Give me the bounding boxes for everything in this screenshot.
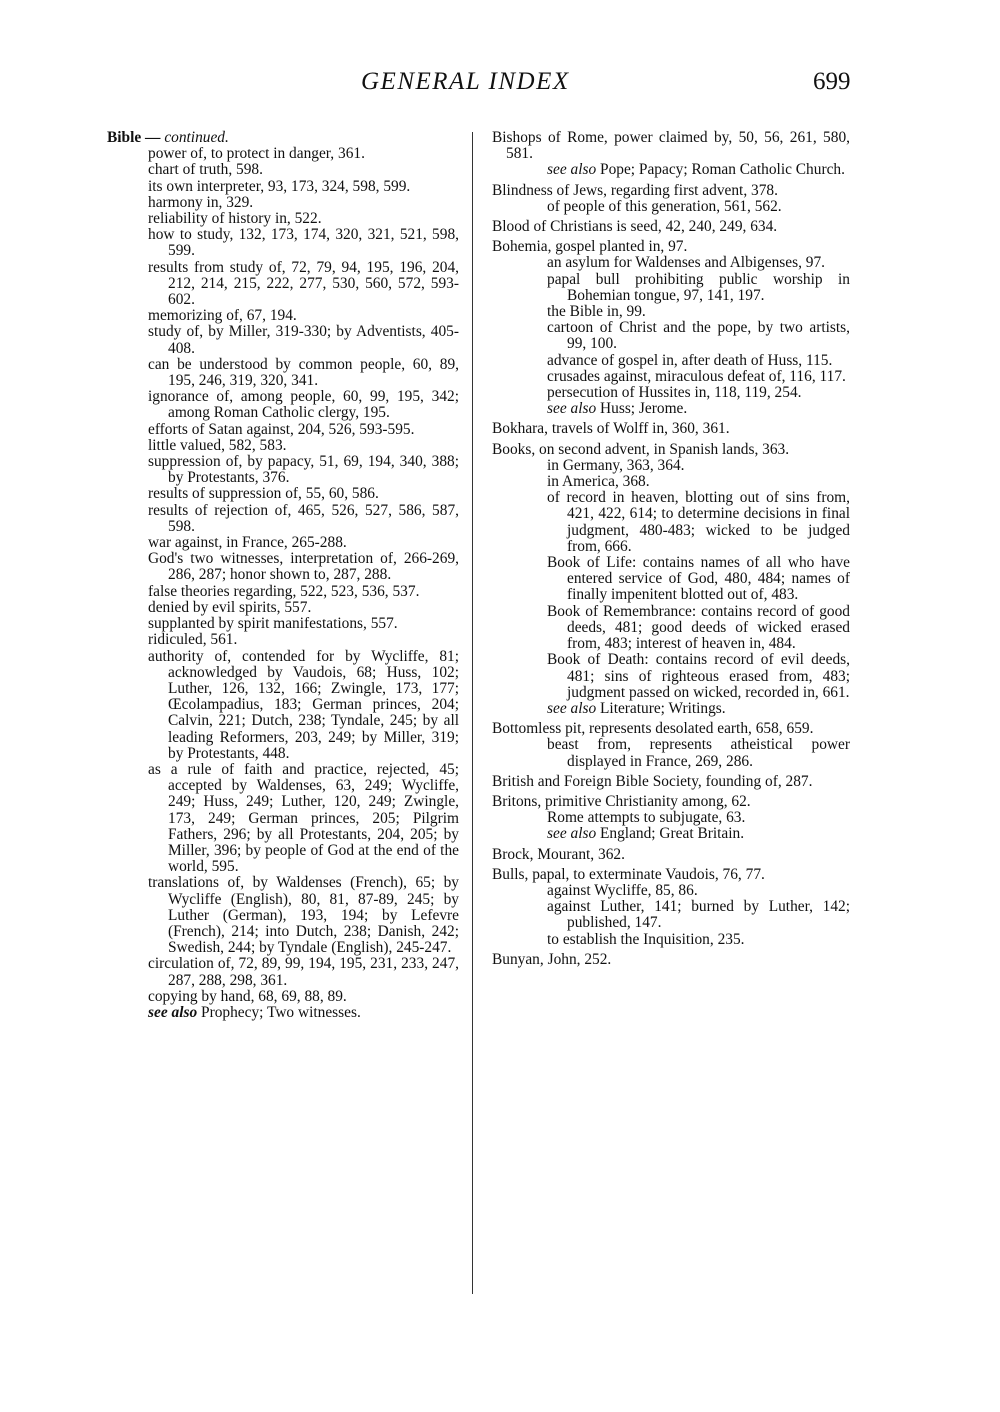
column-divider [472, 132, 473, 1294]
entry-heading: Bulls, papal, to exterminate Vaudois, 76, 77. [492, 865, 765, 883]
entry-term: Bible — [107, 129, 161, 146]
see-also-label: see also [547, 400, 597, 418]
subentry: study of, by Miller, 319-330; by Adventists, 405-408. [148, 323, 459, 357]
subentry: its own interpreter, 93, 173, 324, 598, 599. [148, 177, 411, 195]
entry-heading: Britons, primitive Christianity among, 62. [492, 792, 751, 810]
see-also-text: England; Great Britain. [600, 825, 745, 843]
entry-bohemia [492, 239, 850, 417]
entry-heading: Bottomless pit, represents desolated earth, 658, 659. [492, 720, 814, 738]
subentry: as a rule of faith and practice, rejected, 45; accepted by Waldenses, 63, 249; Wycliffe, 249; Huss, 249; Luther, 120, 249; Zwingle, 173, 249; German princes, 205; Pilgrim Fathers, 296; by all Protestants, 204, 205; by Miller, 396; by people of God at the end of the world, 595. [148, 760, 459, 876]
subentry: crusades against, miraculous defeat of, 116, 117. [547, 367, 846, 385]
entry-heading: Blood of Christians is seed, 42, 240, 249, 634. [492, 218, 778, 236]
subentry: results from study of, 72, 79, 94, 195, 196, 204, 212, 214, 215, 222, 277, 530, 560, 572, 593-602. [148, 258, 459, 309]
entry-heading-bible [107, 130, 459, 146]
subentry: Book of Life: contains names of all who have entered service of God, 480, 484; names of finally impenitent blotted out of, 483. [547, 554, 850, 604]
running-head: GENERAL INDEX [361, 68, 570, 95]
subentry: advance of gospel in, after death of Huss, 115. [547, 351, 833, 369]
entry-heading: Brock, Mourant, 362. [492, 845, 625, 863]
subentry: results of rejection of, 465, 526, 527, 586, 587, 598. [148, 501, 459, 535]
entry-heading: Blindness of Jews, regarding first advent, 378. [492, 181, 778, 199]
left-column [107, 130, 459, 1021]
subentry: persecution of Hussites in, 118, 119, 254. [547, 384, 802, 402]
see-also-label: see also [547, 825, 597, 843]
see-also-label: see also [148, 1003, 198, 1021]
entry-britons [492, 794, 850, 843]
see-also [506, 826, 850, 842]
entry-british [492, 774, 850, 790]
subentry: to establish the Inquisition, 235. [547, 930, 745, 948]
see-also-text: Huss; Jerome. [600, 400, 688, 418]
entry-brock [492, 847, 850, 863]
subentry: results of suppression of, 55, 60, 586. [148, 485, 379, 503]
right-column [492, 130, 850, 972]
subentry: circulation of, 72, 89, 99, 194, 195, 231, 233, 247, 287, 288, 298, 361. [148, 955, 459, 989]
subentry: suppression of, by papacy, 51, 69, 194, 340, 388; by Protestants, 376. [148, 453, 459, 487]
subentry: chart of truth, 598. [148, 161, 263, 179]
subentry: of record in heaven, blotting out of sins from, 421, 422, 614; to determine decisions in final judgment, 480-483; wicked to be judged from, 666. [547, 489, 850, 555]
see-also [506, 701, 850, 717]
subentry: Book of Death: contains record of evil deeds, 481; sins of righteous erased from, 483; judgment passed on wicked, recorded in, 661. [547, 651, 850, 701]
subentry: translations of, by Waldenses (French), 65; by Wycliffe (English), 80, 81, 87-89, 245; by Luther (German), 193, 194; by Lefevre (French), 214; into Dutch, 238; Danish, 242; Swedish, 244; by Tyndale (English), 245-247. [148, 874, 459, 957]
subentry: ridiculed, 561. [148, 631, 238, 649]
see-also-text: Literature; Writings. [600, 699, 726, 717]
entry-bottomless-pit [492, 721, 850, 770]
subentry: power of, to protect in danger, 361. [148, 145, 365, 163]
entry-blindness [492, 183, 850, 215]
subentry: little valued, 582, 583. [148, 436, 287, 454]
subentry: an asylum for Waldenses and Albigenses, 97. [547, 254, 826, 272]
subentry: in America, 368. [547, 473, 650, 491]
subentry: supplanted by spirit manifestations, 557. [148, 615, 398, 633]
entry-books [492, 442, 850, 717]
see-also-text: Prophecy; Two witnesses. [201, 1003, 361, 1021]
subentry: denied by evil spirits, 557. [148, 598, 312, 616]
page-number: 699 [813, 68, 851, 95]
entry-bokhara [492, 421, 850, 437]
subentry: how to study, 132, 173, 174, 320, 321, 521, 598, 599. [148, 226, 459, 260]
entry-bunyan [492, 952, 850, 968]
subentry: Rome attempts to subjugate, 63. [547, 809, 746, 827]
subentry: memorizing of, 67, 194. [148, 307, 297, 325]
see-also-label: see also [547, 699, 597, 717]
subentry: authority of, contended for by Wycliffe, 81; acknowledged by Vaudois, 68; Huss, 102; Luther, 126, 132, 166; Zwingle, 173, 177; Œcolampadius, 183; German princes, 204; Calvin, 221; Dutch, 238; Tyndale, 245; by all leading Reformers, 203, 249; by Miller, 319; by Protestants, 448. [148, 647, 459, 762]
see-also-text: Pope; Papacy; Roman Catholic Church. [600, 161, 845, 179]
subentry: in Germany, 363, 364. [547, 456, 685, 474]
subentry: can be understood by common people, 60, 89, 195, 246, 319, 320, 341. [148, 355, 459, 390]
subentry: harmony in, 329. [148, 193, 254, 211]
entry-heading: Bokhara, travels of Wolff in, 360, 361. [492, 420, 730, 438]
entry-heading: Bishops of Rome, power claimed by, 50, 56, 261, 580, 581. [492, 129, 850, 163]
subentry: Book of Remembrance: contains record of good deeds, 481; good deeds of wicked erased from, 483; interest of heaven in, 484. [547, 602, 850, 653]
subentry: cartoon of Christ and the pope, by two artists, 99, 100. [547, 319, 850, 353]
entry-blood [492, 219, 850, 235]
subentry: papal bull prohibiting public worship in Bohemian tongue, 97, 141, 197. [547, 270, 850, 304]
entry-heading: Bunyan, John, 252. [492, 950, 612, 968]
subentry: reliability of history in, 522. [148, 210, 322, 228]
subentry: copying by hand, 68, 69, 88, 89. [148, 987, 347, 1005]
entry-heading: Bohemia, gospel planted in, 97. [492, 238, 688, 256]
subentry: ignorance of, among people, 60, 99, 195, 342; among Roman Catholic clergy, 195. [148, 388, 459, 422]
subentry: against Wycliffe, 85, 86. [547, 881, 698, 899]
subentry: war against, in France, 265-288. [148, 534, 347, 552]
see-also [506, 401, 850, 417]
page-header [0, 68, 1000, 104]
subentry: the Bible in, 99. [547, 303, 646, 321]
entry-bishops [492, 130, 850, 179]
subentry: of people of this generation, 561, 562. [547, 197, 782, 215]
entry-heading: Books, on second advent, in Spanish lands, 363. [492, 440, 790, 458]
subentry: efforts of Satan against, 204, 526, 593-595. [148, 420, 415, 438]
subentry: God's two witnesses, interpretation of, 266-269, 286, 287; honor shown to, 287, 288. [148, 550, 459, 584]
see-also-label: see also [547, 161, 597, 179]
subentry: beast from, represents atheistical power displayed in France, 269, 286. [547, 736, 850, 770]
see-also [506, 162, 850, 178]
subentry: false theories regarding, 522, 523, 536, 537. [148, 582, 420, 600]
subentry: against Luther, 141; burned by Luther, 142; published, 147. [547, 898, 850, 932]
entry-bulls [492, 867, 850, 948]
entry-heading: British and Foreign Bible Society, founding of, 287. [492, 772, 813, 790]
continued-label: continued. [164, 129, 229, 146]
see-also [107, 1005, 459, 1021]
